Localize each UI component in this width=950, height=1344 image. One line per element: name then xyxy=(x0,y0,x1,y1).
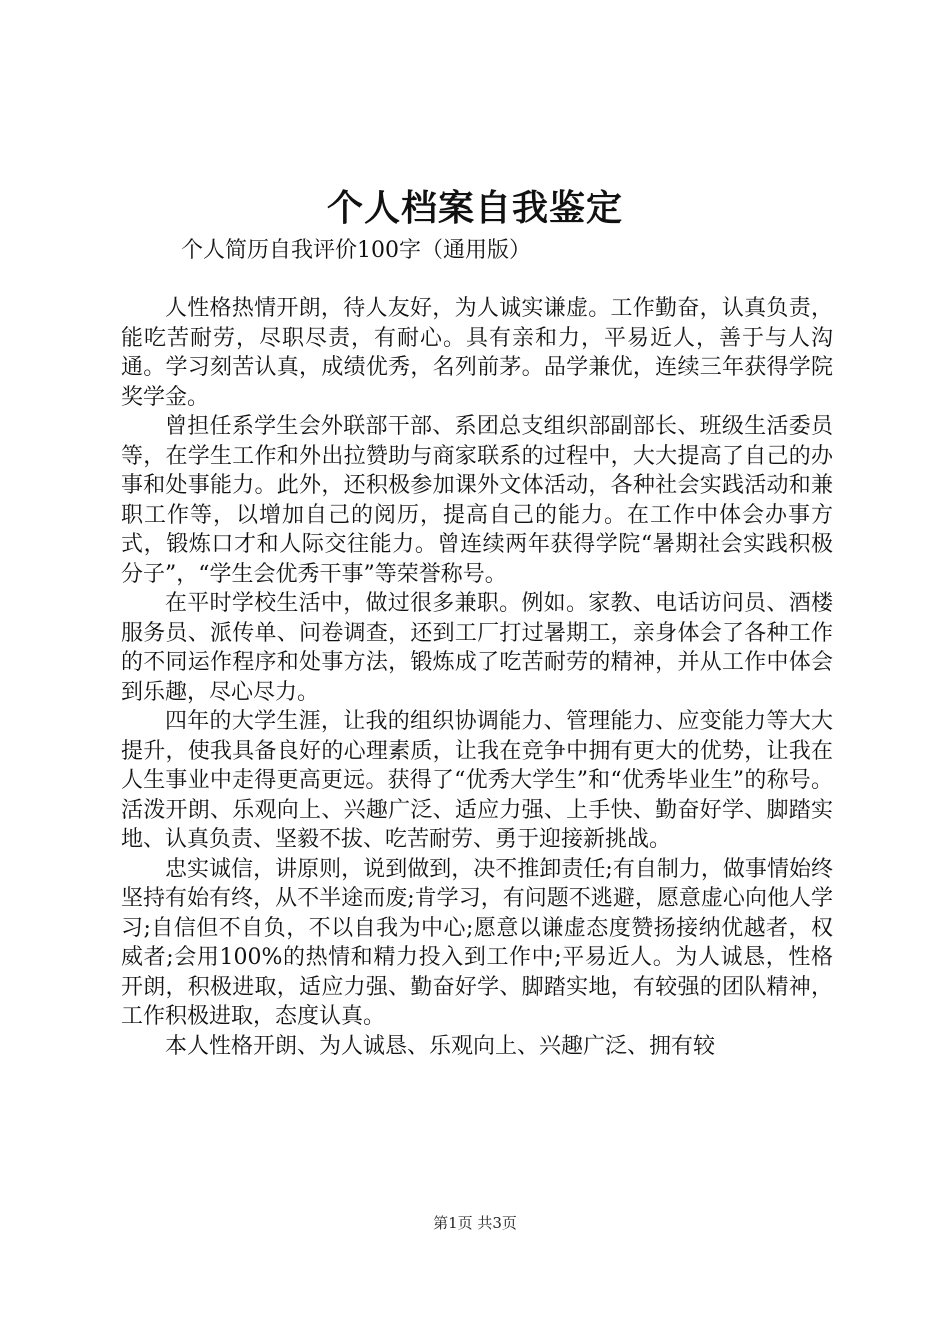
page-indicator: 第1页 共3页 xyxy=(433,1214,517,1232)
paragraph: 忠实诚信，讲原则，说到做到，决不推卸责任;有自制力，做事情始终坚持有始有终，从不半途而废;肯学习，有问题不逃避，愿意虚心向他人学习;自信但不自负，不以自我为中心;愿意以谦虚态度赞扬接纳优越者，权威者;会用100%的热情和精力投入到工作中;平易近人。为人诚恳，性格开朗，积极进取，适应力强、勤奋好学、脚踏实地，有较强的团队精神，工作积极进取，态度认真。 xyxy=(121,856,833,1029)
paragraph: 本人性格开朗、为人诚恳、乐观向上、兴趣广泛、拥有较 xyxy=(165,1033,716,1059)
paragraph: 曾担任系学生会外联部干部、系团总支组织部副部长、班级生活委员等，在学生工作和外出拉赞助与商家联系的过程中，大大提高了自己的办事和处事能力。此外，还积极参加课外文体活动，各种社会实践活动和兼职工作等，以增加自己的阅历，提高自己的能力。在工作中体会办事方式，锻炼口才和人际交往能力。曾连续两年获得学院“暑期社会实践积极分子”，“学生会优秀干事”等荣誉称号。 xyxy=(121,414,833,587)
paragraph: 四年的大学生涯，让我的组织协调能力、管理能力、应变能力等大大提升，使我具备良好的心理素质，让我在竞争中拥有更大的优势，让我在人生事业中走得更高更远。获得了“优秀大学生”和“优秀毕业生”的称号。活泼开朗、乐观向上、兴趣广泛、适应力强、上手快、勤奋好学、脚踏实地、认真负责、坚毅不拔、吃苦耐劳、勇于迎接新挑战。 xyxy=(121,709,833,852)
document-body xyxy=(121,294,833,1061)
paragraph: 人性格热情开朗，待人友好，为人诚实谦虚。工作勤奋，认真负责，能吃苦耐劳，尽职尽责，有耐心。具有亲和力，平易近人，善于与人沟通。学习刻苦认真，成绩优秀，名列前茅。品学兼优，连续三年获得学院奖学金。 xyxy=(121,296,833,410)
document-title: 个人档案自我鉴定 xyxy=(326,187,623,229)
document-subtitle: 个人简历自我评价100字（通用版） xyxy=(181,238,531,263)
paragraph: 在平时学校生活中，做过很多兼职。例如。家教、电话访问员、酒楼服务员、派传单、问卷调查，还到工厂打过暑期工，亲身体会了各种工作的不同运作程序和处事方法，锻炼成了吃苦耐劳的精神，并从工作中体会到乐趣，尽心尽力。 xyxy=(121,591,833,705)
